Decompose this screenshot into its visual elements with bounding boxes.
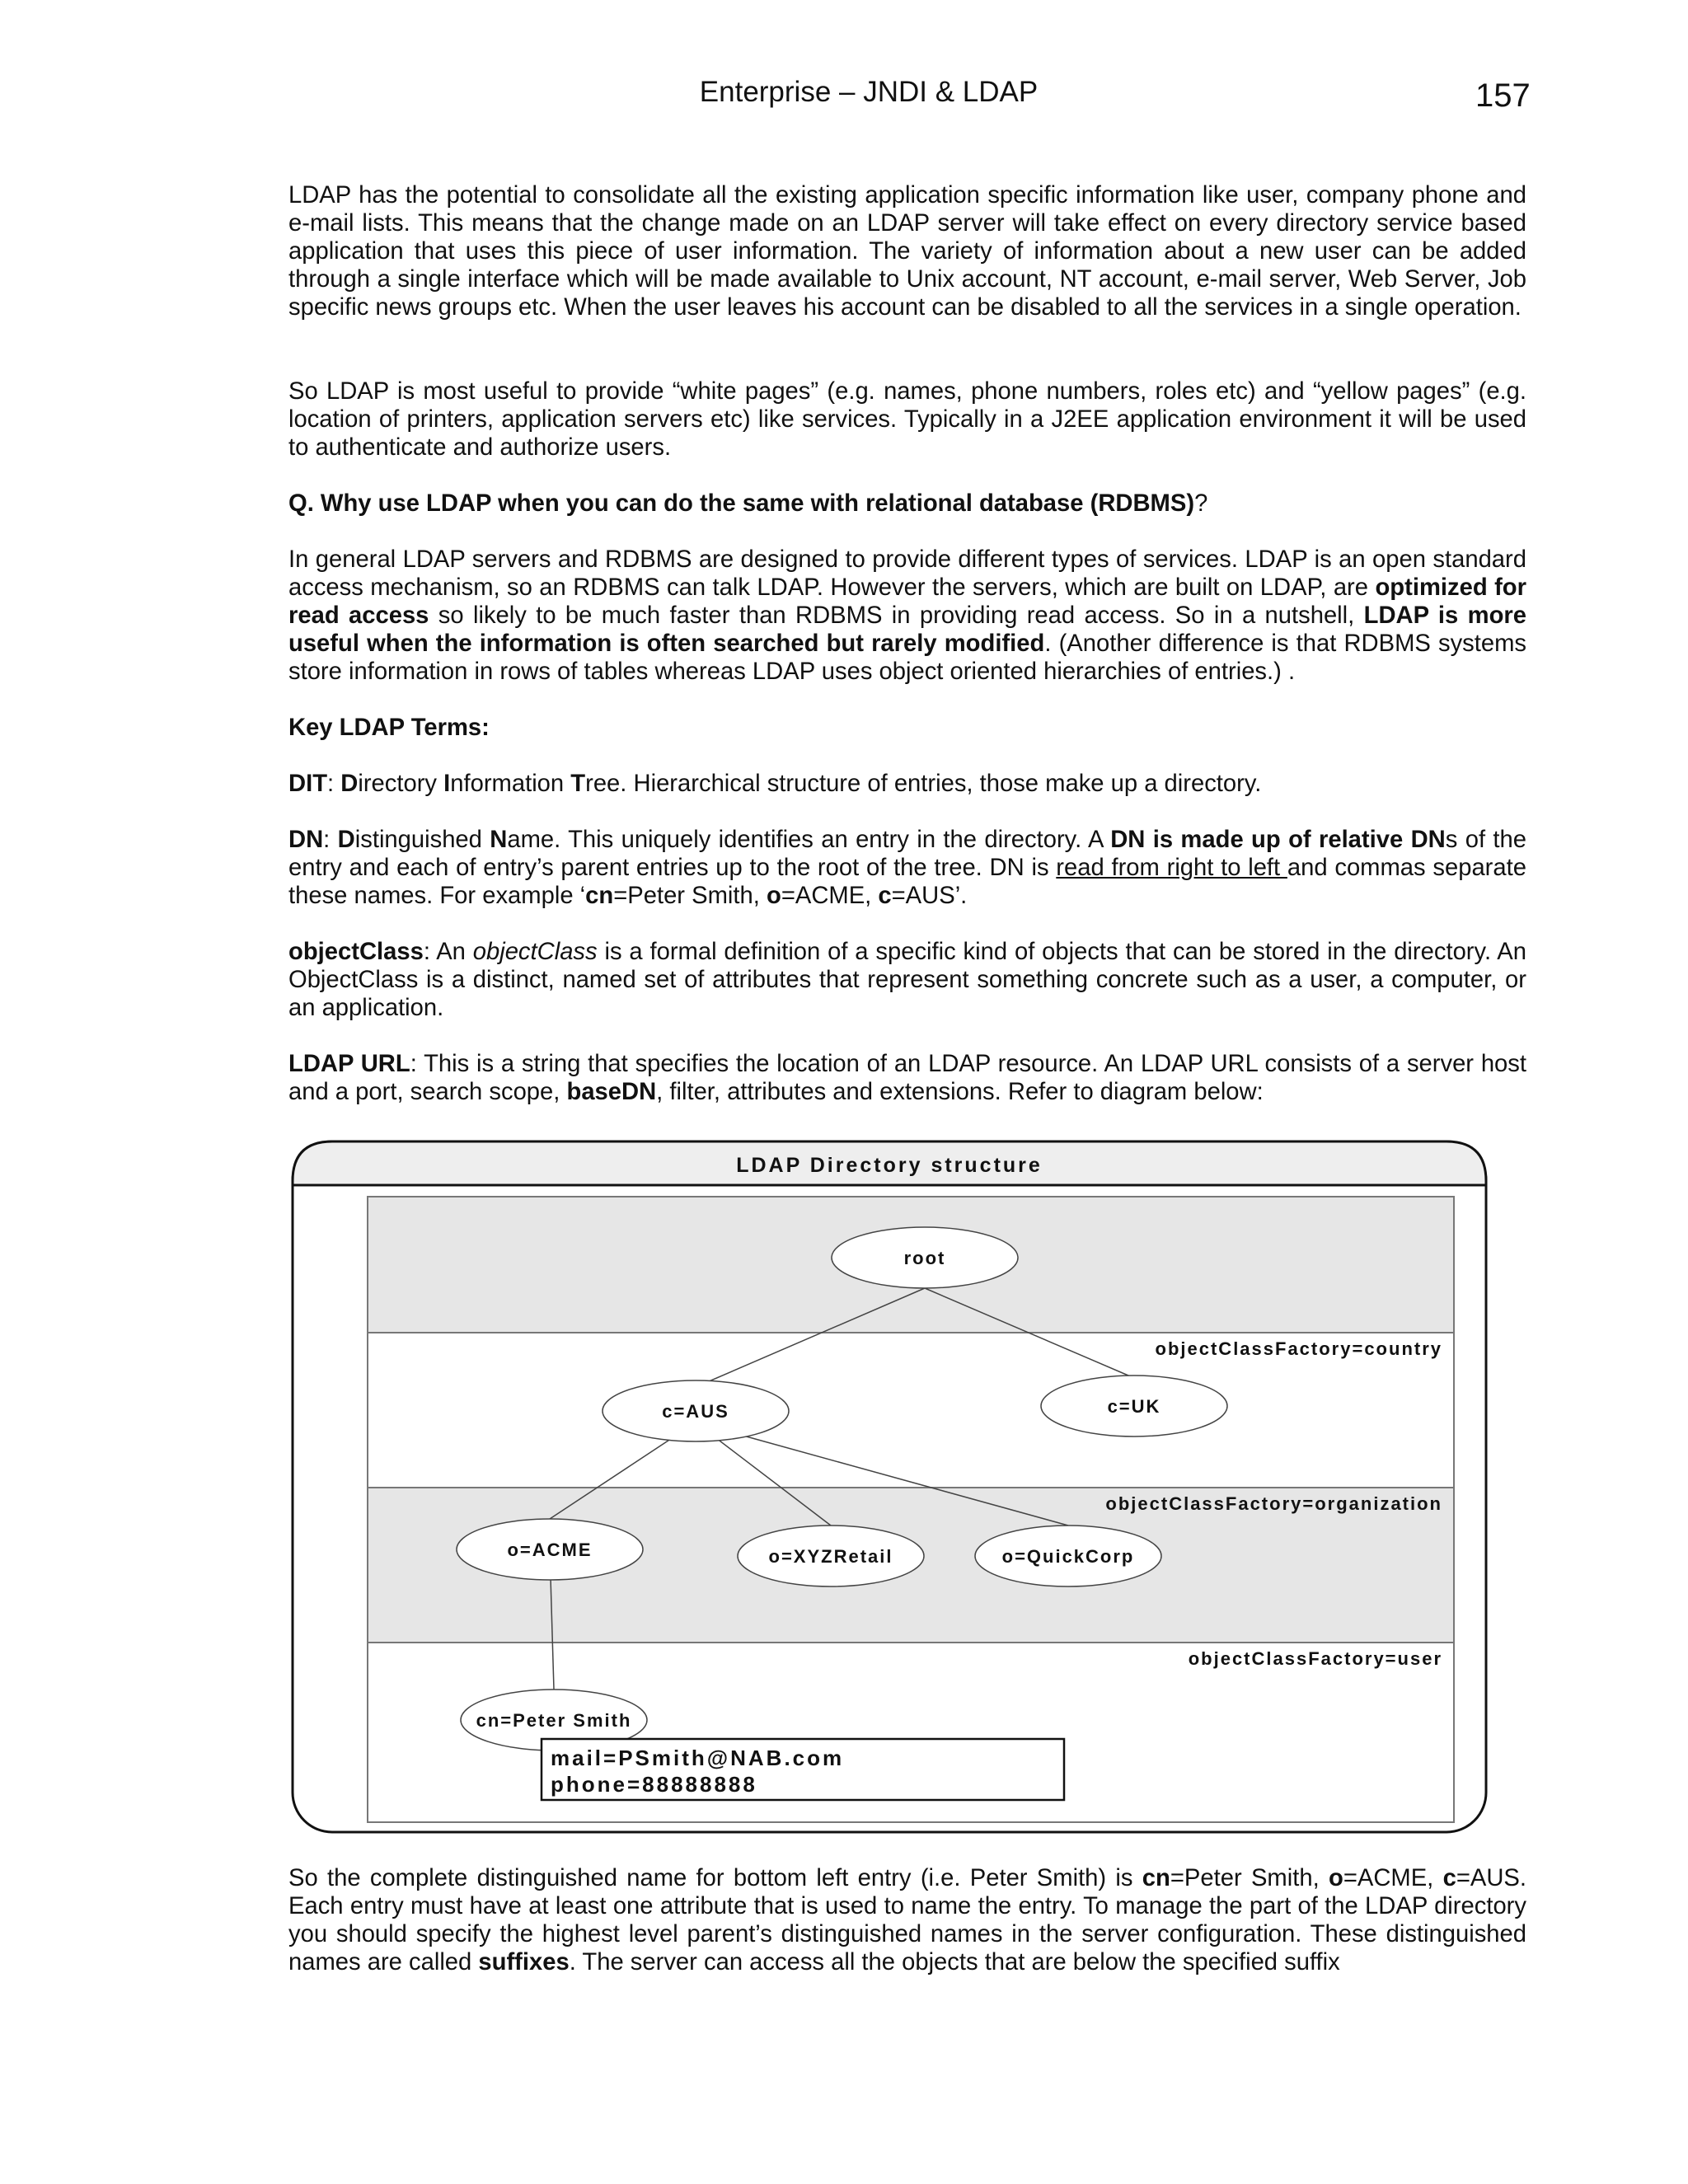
dn-example-cn: cn [585,883,614,909]
term-dn [288,826,1526,910]
dit-letter-t: T [570,771,586,797]
page-number: 157 [1475,77,1531,114]
ldap-url-term: LDAP URL [288,1051,410,1077]
paragraph-suffixes [288,1864,1526,1976]
term-ldap-url [288,1050,1526,1106]
diagram-canvas [288,1137,1492,1838]
node-c-aus [603,1380,789,1441]
final-cn: cn [1142,1865,1170,1891]
final-text-d: =AUS. Each entry must have at least one attribute that is used to name the entry. To manage the part of the LDAP directory you should specify the highest level parent’s distinguished names in the server configuration. These distinguished names are called [288,1865,1526,1975]
ldap-url-text-a: : This is a string that specifies the location of an LDAP resource. An LDAP URL consists of a server host and a port, search scope, [288,1051,1526,1105]
dit-definition: ree. Hierarchical structure of entries, those make up a directory. [585,771,1262,797]
node-o-xyzretail [738,1526,924,1586]
answer-text-e: . (Another difference is that RDBMS systems store information in rows of tables whereas LDAP uses object oriented hierarchies of entries.) . [288,630,1526,685]
question-text: Q. Why use LDAP when you can do the same with relational database (RDBMS) [288,490,1195,517]
ldap-url-basedn: baseDN [566,1079,657,1105]
node-o-quickcorp [975,1526,1161,1586]
dit-letter-i: I [443,771,451,797]
node-root [832,1227,1018,1288]
node-o-acme [457,1519,643,1580]
question-mark: ? [1194,490,1208,517]
dit-word-2: nformation [450,771,571,797]
dn-word-1: istinguished [354,827,490,853]
answer-bold-read-access: optimized for read access [288,574,1526,629]
objectclass-term: objectClass [288,939,424,965]
paragraph-2: So LDAP is most useful to provide “white pages” (e.g. names, phone numbers, roles etc) and “yellow pages” (e.g. location of printers, application servers etc) like services. Typically in a J2EE application environment it will be used to authenticate and authorize users. [288,378,1526,461]
dn-sep: : [323,827,338,853]
key-terms-title: Key LDAP Terms: [288,715,490,741]
ldap-directory-diagram [288,1137,1492,1838]
dn-term: DN [288,827,324,853]
dit-sep: : [327,771,341,797]
node-root-label: root [903,1248,946,1268]
attribute-phone: phone=88888888 [551,1772,757,1797]
key-terms-heading [288,714,1526,742]
attribute-mail: mail=PSmith@NAB.com [551,1746,845,1770]
dn-letter-d: D [337,827,355,853]
paragraph-consolidate [288,181,1526,321]
dn-example-c: c [878,883,892,909]
answer-text-c: so likely to be much faster than RDBMS in providing read access. So in a nutshell, [429,602,1364,629]
band-label-user: objectClassFactory=user [1188,1648,1442,1669]
dn-text-d: and commas separate these names. For example ‘ [288,855,1526,909]
dn-text-c: s of the entry and each of entry’s parent entries up to the root of the tree. DN is [288,827,1526,881]
node-o-xyzretail-label: o=XYZRetail [768,1546,893,1567]
dn-text-g: =AUS’. [891,883,968,909]
final-c: c [1442,1865,1456,1891]
band-label-country: objectClassFactory=country [1155,1338,1442,1359]
answer-bold-summary: LDAP is more useful when the information is often searched but rarely modified [288,602,1526,657]
final-text-c: =ACME, [1343,1865,1443,1891]
dn-letter-n: N [490,827,508,853]
dit-term: DIT [288,771,328,797]
node-c-uk-label: c=UK [1107,1396,1161,1417]
dn-text-a: ame. This uniquely identifies an entry in the directory. A [507,827,1111,853]
node-cn-peter-smith-label: cn=Peter Smith [476,1710,632,1731]
band-label-organization: objectClassFactory=organization [1105,1493,1442,1514]
running-header: Enterprise – JNDI & LDAP [699,76,1039,108]
paragraph-1: LDAP has the potential to consolidate all the existing application specific information like user, company phone and e-mail lists. This means that the change made on an LDAP server will take effect on every directory service based application that uses this piece of user information. The variety of information about a new user can be added through a single interface which will be made available to Unix account, NT account, e-mail server, Web Server, Job specific news groups etc. When the user leaves his account can be disabled to all the services in a single operation. [288,182,1526,321]
diagram-title: LDAP Directory structure [736,1154,1043,1177]
final-suffixes: suffixes [478,1949,570,1975]
dn-example-o: o [766,883,781,909]
term-objectclass [288,938,1526,1022]
final-text-e: . The server can access all the objects that are below the specified suffix [569,1949,1340,1975]
objectclass-text-a: : An [423,939,473,965]
answer-text-a: In general LDAP servers and RDBMS are designed to provide different types of services. LDAP is an open standard access mechanism, so an RDBMS can talk LDAP. However the servers, which are built on LDAP, are [288,546,1526,601]
question-heading [288,490,1526,518]
dn-text-e: =Peter Smith, [613,883,767,909]
ldap-url-text-b: , filter, attributes and extensions. Refer to diagram below: [656,1079,1264,1105]
node-o-acme-label: o=ACME [507,1540,593,1560]
final-o: o [1328,1865,1343,1891]
objectclass-italic: objectClass [472,939,598,965]
dit-word-1: irectory [358,771,444,797]
final-text-b: =Peter Smith, [1170,1865,1329,1891]
paragraph-answer [288,546,1526,686]
term-dit [288,770,1526,798]
final-text-a: So the complete distinguished name for bottom left entry (i.e. Peter Smith) is [288,1865,1142,1891]
dn-underlined: read from right to left [1056,855,1287,881]
paragraph-white-pages [288,377,1526,462]
node-c-uk [1041,1376,1227,1436]
node-o-quickcorp-label: o=QuickCorp [1001,1546,1135,1567]
dn-bold-relative: DN is made up of relative DN [1110,827,1446,853]
node-c-aus-label: c=AUS [662,1401,729,1422]
dit-letter-d: D [340,771,359,797]
objectclass-text-b: is a formal definition of a specific kind of objects that can be stored in the directory. An ObjectClass is a distinct, named set of attributes that represent something concrete such as a user, a computer, or an application. [288,939,1526,1021]
dn-text-f: =ACME, [781,883,879,909]
